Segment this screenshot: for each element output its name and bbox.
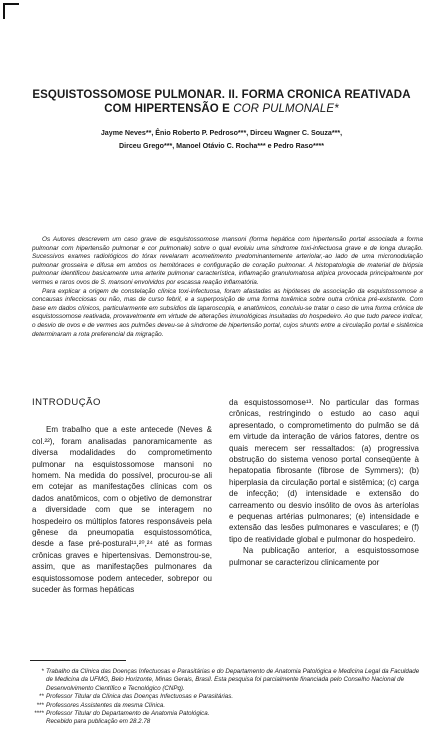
section-heading: INTRODUÇÃO (32, 397, 101, 408)
title-line-1: ESQUISTOSSOMOSE PULMONAR. II. FORMA CRONICA REATIVADA (32, 89, 411, 101)
footnote-mark: *** (36, 701, 44, 709)
footnote-mark: * (41, 668, 44, 675)
footnote-mark: ** (39, 693, 44, 701)
intro-paragraph-2: Na publicação anterior, a esquistossomose pulmonar se caracterizou clinicamente por (229, 546, 419, 567)
footnote-text: Professor Titular do Departamento de Anatomia Patológica. (46, 710, 210, 718)
article-title (20, 88, 423, 116)
footnotes (30, 668, 423, 727)
footnote-mark: **** (34, 710, 44, 718)
authors-line-1: Jayme Neves**, Ênio Roberto P. Pedroso***, Dirceu Wagner C. Souza***, (100, 129, 343, 137)
footnote (30, 702, 423, 710)
footnote-text: Professor Titular da Clínica das Doenças Infectuosas e Parasitárias. (46, 693, 234, 701)
abstract (32, 236, 423, 339)
authors-line-2: Dirceu Grego***, Manoel Otávio C. Rocha*** e Pedro Raso**** (119, 141, 324, 150)
footnote (30, 668, 423, 693)
title-line-2-plain: COM HIPERTENSÃO E (104, 103, 234, 115)
intro-paragraph-continued: da esquistossomose¹³. No particular das formas crônicas, restringindo o estudo ao caso aqui apresentado, o comprometimento do pulmão se dá em virtude da interação de vários fatores, dentre os quais merecem ser ressaltados: (a) progressiva obstrução do sistema venoso portal conseqüente à hepatopatia fibrosante (fibrose de Symmers); (b) hiperplasia da circulação portal e sistêmica; (c) carga de infecção; (d) intensidade e extensão do carreamento ou desvio insólito de ovos às arteríolas e pequenas artérias pulmonares; (e) intensidade e extensão das lesões pulmonares e vasculares; e (f) tipo de reatividade global e pulmonar do hospedeiro. (229, 398, 419, 544)
title-line-2 (20, 102, 423, 116)
footnote-text: Trabalho da Clínica das Doenças Infectuosas e Parasitárias e do Departamento de Anatomia Patológica e Medicina Legal da Faculdade de Medicina da UFMG, Belo Horizonte, Minas Gerais, Brasil. Esta pesquisa foi parcialmente financiada pelo Conselho Nacional de Desenvolvimento Científico e Tecnológico (CNPq). (46, 668, 420, 692)
abstract-paragraph-2: Para explicar a origem de constelação clínica toxi-infectuosa, foram afastadas as hipóteses de associação da esquistossomose a concausas infecciosas ou não, mas de curso febril, e a superposição de uma forma toxêmica sobre outra crônica pré-existente. Com base em dados clínicos, particularmente em subsídios da laparoscopia, e anatômicos, concluiu-se tratar o caso de uma forma crônica de esquistossomose reativada, provavelmente em virtude de alterações imunológicas insuitadas do hospedeiro. Ao que tudo parece indicar, o desvio de ovos e de vermes aos pulmões deveu-se à síndrome de hipertensão portal, cujos shunts entre a circulação portal e sistêmica determinaram a rota preferencial da migração. (32, 287, 423, 338)
received-date (30, 718, 423, 726)
body-column-right (229, 397, 419, 568)
footnote-text: Recebido para publicação em 28.2.78 (46, 718, 151, 726)
abstract-paragraph-1: Os Autores descrevem um caso grave de esquistossomose mansoni (forma hepática com hipertensão portal associada a forma pulmonar com hipertensão pulmonar e cor pulmonale) sobre o qual evoluiu uma síndrome toxi-infectuosa grave e de longa duração. Sucessivos exames radiológicos do tórax revelaram acometimento predominantemente arteriolar,-ao lado de uma micronodulação pulmonar grosseira e difusa em ambos os hemitóraces e configuração de coração pulmonar. A histopatologia de material de biópsia pulmonar identificou basicamente uma arterite pulmonar característica, inflamação granulomatosa atípica provocada principalmente por vermes e raros ovos de S. mansoni envolvidos por escassa reação inflamatória. (32, 236, 423, 286)
body-column-left (32, 397, 212, 596)
intro-paragraph-1: Em trabalho que a este antecede (Neves & col.²²), foram analisadas panoramicamente as diversa modalidades do comprometimento pulmonar na esquistossomose mansoni no homem. Na medida do possível, procurou-se ali em cotejar as manifestações clínicas com os dados anatômicos, com o objetivo de demonstrar a diversidade com que se interagem no hospedeiro os múltiplos fatores responsáveis pela gênese da pneumopatia esquistossomótica, desde a fase pré-postural¹¹,²⁰,²⁴ até as formas crônicas graves e hipertensivas. Demonstrou-se, assim, que as manifestações pulmonares da esquistossomose podem anteceder, sobrepor ou suceder às formas hepáticas (32, 425, 212, 595)
author-list (30, 127, 413, 152)
footnote (30, 710, 423, 718)
footnote (30, 693, 423, 701)
page-corner-mark (3, 3, 19, 19)
title-line-2-italic: COR PULMONALE* (233, 103, 339, 115)
footnote-divider (30, 660, 126, 661)
footnote-text: Professores Assistentes da mesma Clínica. (46, 701, 166, 709)
